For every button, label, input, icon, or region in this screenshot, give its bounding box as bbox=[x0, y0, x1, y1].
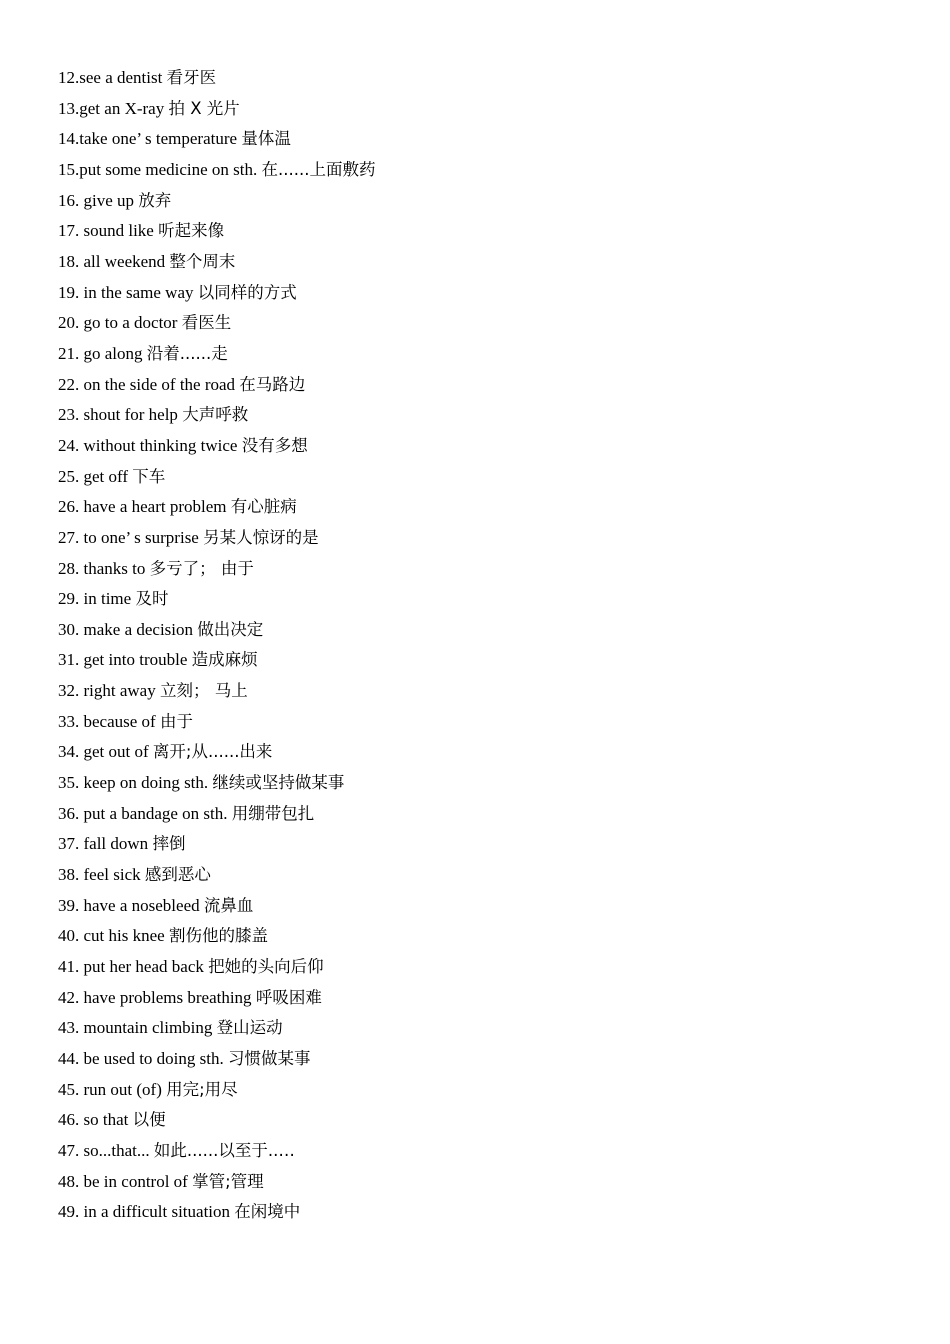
phrase-item bbox=[58, 1136, 376, 1167]
phrase-chinese: 整个周末 bbox=[169, 251, 236, 271]
phrase-chinese: 造成麻烦 bbox=[191, 650, 258, 670]
phrase-chinese: 掌管;管理 bbox=[192, 1171, 264, 1191]
phrase-item bbox=[58, 492, 376, 523]
phrase-english: 32. right away bbox=[58, 681, 160, 701]
phrase-chinese: 流鼻血 bbox=[203, 895, 254, 915]
phrase-chinese: 由于 bbox=[159, 711, 193, 731]
phrase-item bbox=[58, 186, 376, 217]
phrase-chinese: 离开;从......出来 bbox=[152, 742, 273, 762]
phrase-english: 45. run out (of) bbox=[58, 1079, 167, 1099]
phrase-chinese: 割伤他的膝盖 bbox=[168, 926, 268, 946]
phrase-chinese: 立刻； 马上 bbox=[159, 681, 248, 701]
phrase-chinese: 及时 bbox=[135, 589, 169, 609]
phrase-english: 30. make a decision bbox=[58, 619, 198, 639]
phrase-item bbox=[58, 308, 376, 339]
phrase-item bbox=[58, 983, 376, 1014]
phrase-item bbox=[58, 829, 376, 860]
phrase-english: 31. get into trouble bbox=[58, 650, 192, 670]
phrase-english: 20. go to a doctor bbox=[58, 313, 182, 333]
phrase-english: 16. give up bbox=[58, 190, 139, 210]
phrase-english: 24. without thinking twice bbox=[58, 435, 242, 455]
phrase-chinese: 如此......以至于..… bbox=[153, 1140, 295, 1160]
phrase-english: 47. so...that... bbox=[58, 1140, 154, 1160]
phrase-chinese: 多亏了； 由于 bbox=[149, 558, 254, 578]
phrase-item bbox=[58, 1044, 376, 1075]
phrase-english: 40. cut his knee bbox=[58, 926, 169, 946]
phrase-chinese: 在闲境中 bbox=[234, 1202, 301, 1222]
phrase-english: 27. to one’ s surprise bbox=[58, 527, 204, 547]
phrase-english: 37. fall down bbox=[58, 834, 153, 854]
phrase-english: 22. on the side of the road bbox=[58, 374, 240, 394]
phrase-item bbox=[58, 431, 376, 462]
phrase-chinese: 拍 X 光片 bbox=[168, 98, 240, 118]
phrase-item bbox=[58, 554, 376, 585]
phrase-english: 43. mountain climbing bbox=[58, 1018, 217, 1038]
phrase-item bbox=[58, 400, 376, 431]
phrase-item bbox=[58, 124, 376, 155]
phrase-item bbox=[58, 523, 376, 554]
phrase-english: 13.get an X-ray bbox=[58, 98, 169, 118]
phrase-item bbox=[58, 921, 376, 952]
phrase-chinese: 呼吸困难 bbox=[255, 987, 322, 1007]
phrase-english: 12.see a dentist bbox=[58, 68, 167, 87]
phrase-chinese: 放弃 bbox=[138, 190, 172, 210]
phrase-item bbox=[58, 1197, 376, 1228]
phrase-chinese: 继续或坚持做某事 bbox=[212, 773, 345, 793]
phrase-item bbox=[58, 676, 376, 707]
phrase-chinese: 以同样的方式 bbox=[197, 282, 297, 302]
phrase-item bbox=[58, 768, 376, 799]
phrase-chinese: 看牙医 bbox=[166, 68, 217, 87]
phrase-item bbox=[58, 737, 376, 768]
phrase-english: 49. in a difficult situation bbox=[58, 1202, 235, 1222]
phrase-english: 48. be in control of bbox=[58, 1171, 193, 1191]
phrase-chinese: 用绷带包扎 bbox=[231, 803, 315, 823]
phrase-chinese: 以便 bbox=[132, 1110, 166, 1130]
phrase-item bbox=[58, 860, 376, 891]
phrase-chinese: 把她的头向后仰 bbox=[208, 957, 324, 977]
phrase-item bbox=[58, 1013, 376, 1044]
phrase-chinese: 下车 bbox=[132, 466, 166, 486]
phrase-chinese: 在......上面敷药 bbox=[261, 159, 376, 179]
phrase-item bbox=[58, 1075, 376, 1106]
phrase-english: 35. keep on doing sth. bbox=[58, 773, 213, 793]
phrase-item bbox=[58, 584, 376, 615]
phrase-english: 17. sound like bbox=[58, 221, 159, 241]
phrase-chinese: 有心脏病 bbox=[230, 497, 297, 517]
phrase-item bbox=[58, 1105, 376, 1136]
phrase-chinese: 没有多想 bbox=[241, 435, 308, 455]
phrase-english: 25. get off bbox=[58, 466, 133, 486]
phrase-english: 38. feel sick bbox=[58, 865, 145, 885]
phrase-english: 42. have problems breathing bbox=[58, 987, 256, 1007]
phrase-chinese: 量体温 bbox=[241, 129, 291, 149]
phrase-chinese: 摔倒 bbox=[152, 834, 186, 854]
phrase-list bbox=[58, 63, 376, 1228]
phrase-english: 15.put some medicine on sth. bbox=[58, 159, 262, 179]
phrase-item bbox=[58, 645, 376, 676]
phrase-english: 44. be used to doing sth. bbox=[58, 1049, 228, 1068]
phrase-english: 33. because of bbox=[58, 711, 160, 731]
phrase-english: 26. have a heart problem bbox=[58, 497, 231, 517]
phrase-item bbox=[58, 799, 376, 830]
phrase-chinese: 习惯做某事 bbox=[228, 1049, 311, 1068]
phrase-english: 21. go along bbox=[58, 343, 147, 363]
phrase-item bbox=[58, 278, 376, 309]
phrase-english: 34. get out of bbox=[58, 742, 153, 762]
phrase-item bbox=[58, 891, 376, 922]
phrase-english: 36. put a bandage on sth. bbox=[58, 803, 232, 823]
phrase-english: 19. in the same way bbox=[58, 282, 198, 302]
phrase-chinese: 在马路边 bbox=[239, 374, 306, 394]
phrase-item bbox=[58, 63, 376, 94]
phrase-item bbox=[58, 94, 376, 125]
phrase-item bbox=[58, 1167, 376, 1198]
phrase-item bbox=[58, 615, 376, 646]
phrase-english: 18. all weekend bbox=[58, 251, 170, 271]
phrase-english: 39. have a nosebleed bbox=[58, 895, 204, 915]
phrase-item bbox=[58, 707, 376, 738]
phrase-item bbox=[58, 216, 376, 247]
phrase-item bbox=[58, 339, 376, 370]
phrase-chinese: 大声呼救 bbox=[182, 405, 249, 425]
phrase-item bbox=[58, 155, 376, 186]
phrase-chinese: 做出决定 bbox=[197, 619, 264, 639]
phrase-item bbox=[58, 952, 376, 983]
phrase-english: 23. shout for help bbox=[58, 405, 183, 425]
phrase-english: 29. in time bbox=[58, 589, 136, 609]
phrase-chinese: 看医生 bbox=[181, 313, 232, 333]
phrase-chinese: 登山运动 bbox=[216, 1018, 283, 1038]
phrase-item bbox=[58, 247, 376, 278]
phrase-item bbox=[58, 370, 376, 401]
phrase-english: 46. so that bbox=[58, 1110, 133, 1130]
phrase-chinese: 另某人惊讶的是 bbox=[203, 527, 319, 547]
phrase-chinese: 感到恶心 bbox=[144, 865, 211, 885]
phrase-english: 28. thanks to bbox=[58, 558, 150, 578]
phrase-english: 41. put her head back bbox=[58, 957, 209, 977]
phrase-chinese: 听起来像 bbox=[158, 221, 225, 241]
phrase-item bbox=[58, 462, 376, 493]
phrase-chinese: 沿着......走 bbox=[146, 343, 228, 363]
phrase-chinese: 用完;用尽 bbox=[166, 1079, 238, 1099]
phrase-english: 14.take one’ s temperature bbox=[58, 129, 242, 149]
